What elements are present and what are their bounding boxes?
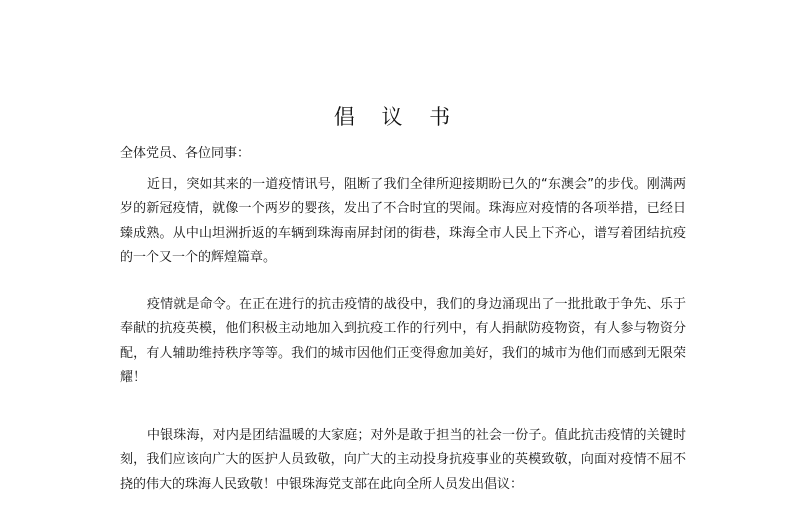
salutation: 全体党员、各位同事： [120, 146, 251, 161]
paragraph-2: 疫情就是命令。在正在进行的抗击疫情的战役中，我们的身边涌现出了一批批敢于争先、乐于奉献的抗疫英模，他们积极主动地加入到抗疫工作的行列中，有人捐献防疫物资，有人参与物资分配，有人辅助维持秩序等等。我们的城市因他们正变得愈加美好，我们的城市为他们而感到无限荣耀！ [120, 297, 686, 385]
paragraph-3: 中银珠海，对内是团结温暖的大家庭；对外是敢于担当的社会一份子。值此抗击疫情的关键时刻，我们应该向广大的医护人员致敬，向广大的主动投身抗疫事业的英模致敬，向面对疫情不屈不挠的伟大的珠海人民致敬！中银珠海党支部在此向全所人员发出倡议： [120, 428, 686, 492]
paragraph-1: 近日，突如其来的一道疫情讯号，阻断了我们全律所迎接期盼已久的“东澳会”的步伐。刚满两岁的新冠疫情，就像一个两岁的婴孩，发出了不合时宜的哭闹。珠海应对疫情的各项举措，已经日臻成熟。从中山坦洲折返的车辆到珠海南屏封闭的街巷，珠海全市人民上下齐心，谱写着团结抗疫的一个又一个的辉煌篇章。 [120, 177, 686, 265]
document-title: 倡 议 书 [333, 105, 461, 129]
